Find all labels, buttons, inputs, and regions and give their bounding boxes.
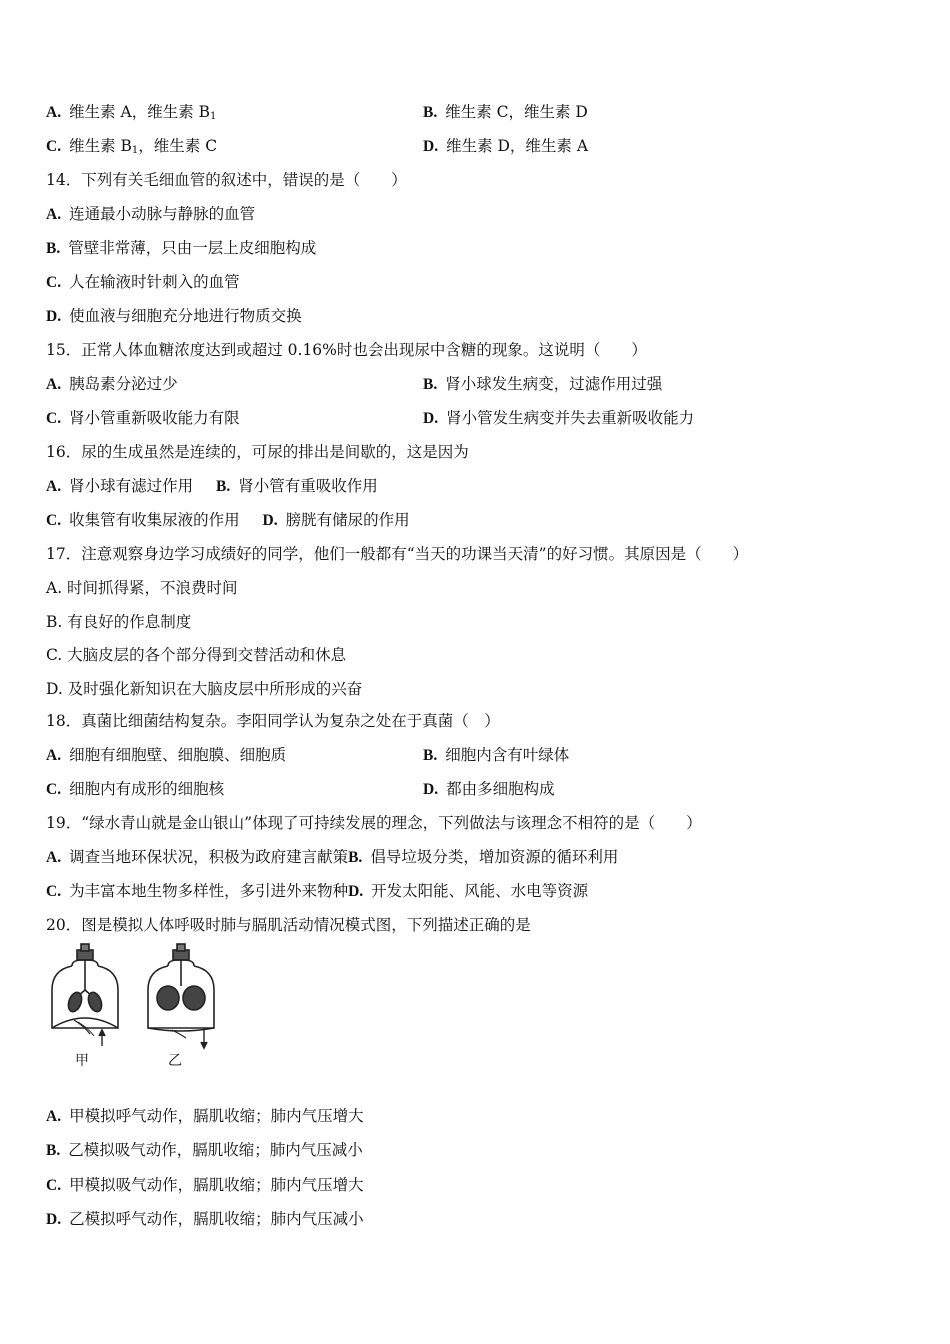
figure-label-left: 甲 xyxy=(75,1053,89,1069)
option-label: D. xyxy=(423,138,439,155)
q17-option-d: D. 及时强化新知识在大脑皮层中所形成的兴奋 xyxy=(46,680,363,698)
q14-option-d: D. 使血液与细胞充分地进行物质交换 xyxy=(46,307,302,325)
subscript: 1 xyxy=(210,111,217,122)
option-label: A. xyxy=(46,104,62,121)
q16-option-row-2: C. 收集管有收集尿液的作用 D. 膀胱有储尿的作用 xyxy=(46,511,410,529)
q14-option-c: C. 人在输液时针刺入的血管 xyxy=(46,273,240,291)
bell-jar-right xyxy=(148,944,214,1048)
q16-option-row-1: A. 肾小球有滤过作用 B. 肾小管有重吸收作用 xyxy=(46,477,378,495)
option-text: 维生素 A，维生素 B xyxy=(69,103,211,121)
q17-option-a: A. 时间抓得紧，不浪费时间 xyxy=(46,579,238,597)
q15-stem: 15．正常人体血糖浓度达到或超过 0.16%时也会出现尿中含糖的现象。这说明（ ） xyxy=(46,341,647,359)
breathing-model-figure xyxy=(44,942,234,1072)
q20-stem: 20．图是模拟人体呼吸时肺与膈肌活动情况模式图，下列描述正确的是 xyxy=(46,916,531,934)
q20-option-b: B. 乙模拟吸气动作，膈肌收缩；肺内气压减小 xyxy=(46,1141,363,1159)
q17-option-c: C. 大脑皮层的各个部分得到交替活动和休息 xyxy=(46,646,347,664)
q14-option-b: B. 管壁非常薄，只由一层上皮细胞构成 xyxy=(46,239,317,257)
q16-stem: 16．尿的生成虽然是连续的，可尿的排出是间歇的，这是因为 xyxy=(46,443,469,461)
q18-option-row-1: A. 细胞有细胞壁、细胞膜、细胞质 B. 细胞内含有叶绿体 xyxy=(46,746,570,764)
q13-option-row-1 xyxy=(46,102,588,127)
option-text: ，维生素 C xyxy=(138,137,218,155)
option-text: 维生素 C，维生素 D xyxy=(445,103,588,121)
q15-option-row-2: C. 肾小管重新吸收能力有限 D. 肾小管发生病变并失去重新吸收能力 xyxy=(46,409,695,427)
q19-option-row-1: A. 调查当地环保状况，积极为政府建言献策B. 倡导垃圾分类，增加资源的循环利用 xyxy=(46,848,619,866)
q18-stem: 18．真菌比细菌结构复杂。李阳同学认为复杂之处在于真菌（ ） xyxy=(46,712,500,730)
q14-stem: 14．下列有关毛细血管的叙述中，错误的是（ ） xyxy=(46,171,407,189)
q17-stem: 17．注意观察身边学习成绩好的同学，他们一般都有“当天的功课当天清”的好习惯。其原因是（ ） xyxy=(46,545,749,563)
option-label: C. xyxy=(46,138,62,155)
bell-jar-diagram xyxy=(44,942,234,1072)
subscript: 1 xyxy=(131,145,139,156)
q15-option-row-1: A. 胰岛素分泌过少 B. 肾小球发生病变，过滤作用过强 xyxy=(46,375,663,393)
option-text: 维生素 B xyxy=(69,137,132,155)
q20-option-d: D. 乙模拟呼气动作，膈肌收缩；肺内气压减小 xyxy=(46,1210,364,1228)
q20-option-c: C. 甲模拟吸气动作，膈肌收缩；肺内气压增大 xyxy=(46,1176,364,1194)
bell-jar-left xyxy=(52,944,118,1046)
option-text: 维生素 D，维生素 A xyxy=(446,137,589,155)
q18-option-row-2: C. 细胞内有成形的细胞核 D. 都由多细胞构成 xyxy=(46,780,555,798)
q19-stem: 19．“绿水青山就是金山银山”体现了可持续发展的理念，下列做法与该理念不相符的是（ ） xyxy=(46,814,702,832)
q14-option-a: A. 连通最小动脉与静脉的血管 xyxy=(46,205,256,223)
q13-option-row-2 xyxy=(46,136,589,161)
q17-option-b: B. 有良好的作息制度 xyxy=(46,613,192,631)
figure-label-right: 乙 xyxy=(168,1053,182,1069)
q20-option-a: A. 甲模拟呼气动作，膈肌收缩；肺内气压增大 xyxy=(46,1107,364,1125)
q19-option-row-2: C. 为丰富本地生物多样性，多引进外来物种D. 开发太阳能、风能、水电等资源 xyxy=(46,882,589,900)
option-label: B. xyxy=(423,104,438,121)
